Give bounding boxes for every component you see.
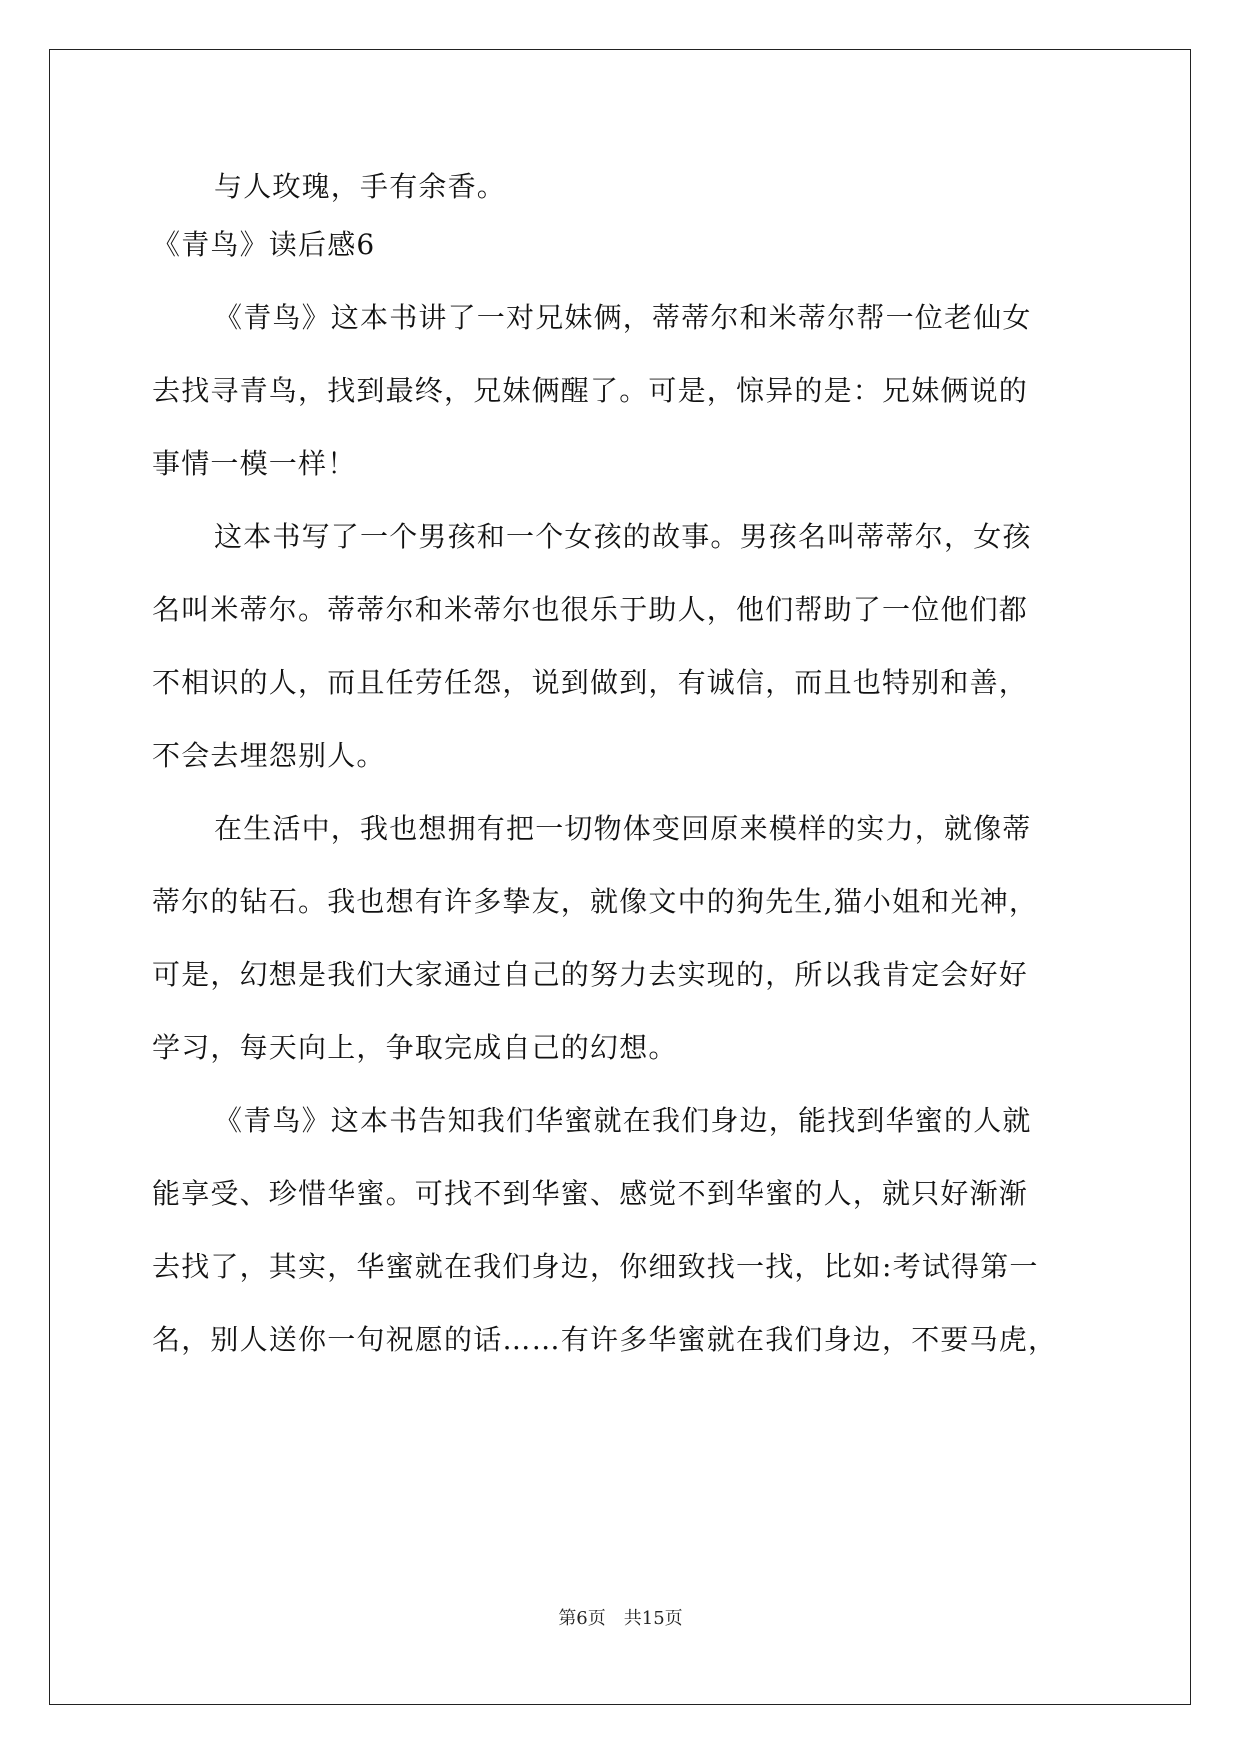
page-number-total: 共15页: [623, 1608, 683, 1629]
paragraph-line: 《青鸟》这本书讲了一对兄妹俩，蒂蒂尔和米蒂尔帮一位老仙女: [214, 301, 1032, 334]
paragraph-line: 可是，幻想是我们大家通过自己的努力去实现的，所以我肯定会好好: [152, 958, 1029, 991]
paragraph-line: 去找寻青鸟，找到最终，兄妹俩醒了。可是，惊异的是：兄妹俩说的: [152, 374, 1029, 407]
paragraph-line: 事情一模一样！: [152, 447, 357, 480]
paragraph-line: 不相识的人，而且任劳任怨，说到做到，有诚信，而且也特别和善，: [152, 666, 1029, 699]
paragraph-line: 与人玫瑰，手有余香。: [214, 170, 507, 203]
paragraph-line: 名叫米蒂尔。蒂蒂尔和米蒂尔也很乐于助人，他们帮助了一位他们都: [152, 593, 1029, 626]
paragraph-line: 这本书写了一个男孩和一个女孩的故事。男孩名叫蒂蒂尔，女孩: [214, 520, 1032, 553]
paragraph-line: 蒂尔的钻石。我也想有许多挚友，就像文中的狗先生,猫小姐和光神，: [152, 885, 1039, 918]
paragraph-line: 在生活中，我也想拥有把一切物体变回原来模样的实力，就像蒂: [214, 812, 1032, 845]
paragraph-line: 名，别人送你一句祝愿的话……有许多华蜜就在我们身边，不要马虎，: [152, 1323, 1058, 1356]
page-number-current: 第6页: [558, 1608, 606, 1629]
paragraph-line: 去找了，其实，华蜜就在我们身边，你细致找一找，比如:考试得第一: [152, 1250, 1039, 1283]
paragraph-line: 不会去埋怨别人。: [152, 739, 386, 772]
paragraph-line: 能享受、珍惜华蜜。可找不到华蜜、感觉不到华蜜的人，就只好渐渐: [152, 1177, 1029, 1210]
paragraph-line: 《青鸟》这本书告知我们华蜜就在我们身边，能找到华蜜的人就: [214, 1104, 1032, 1137]
section-heading: 《青鸟》读后感6: [152, 228, 376, 261]
page-footer: [0, 1607, 1241, 1631]
paragraph-line: 学习，每天向上，争取完成自己的幻想。: [152, 1031, 678, 1064]
